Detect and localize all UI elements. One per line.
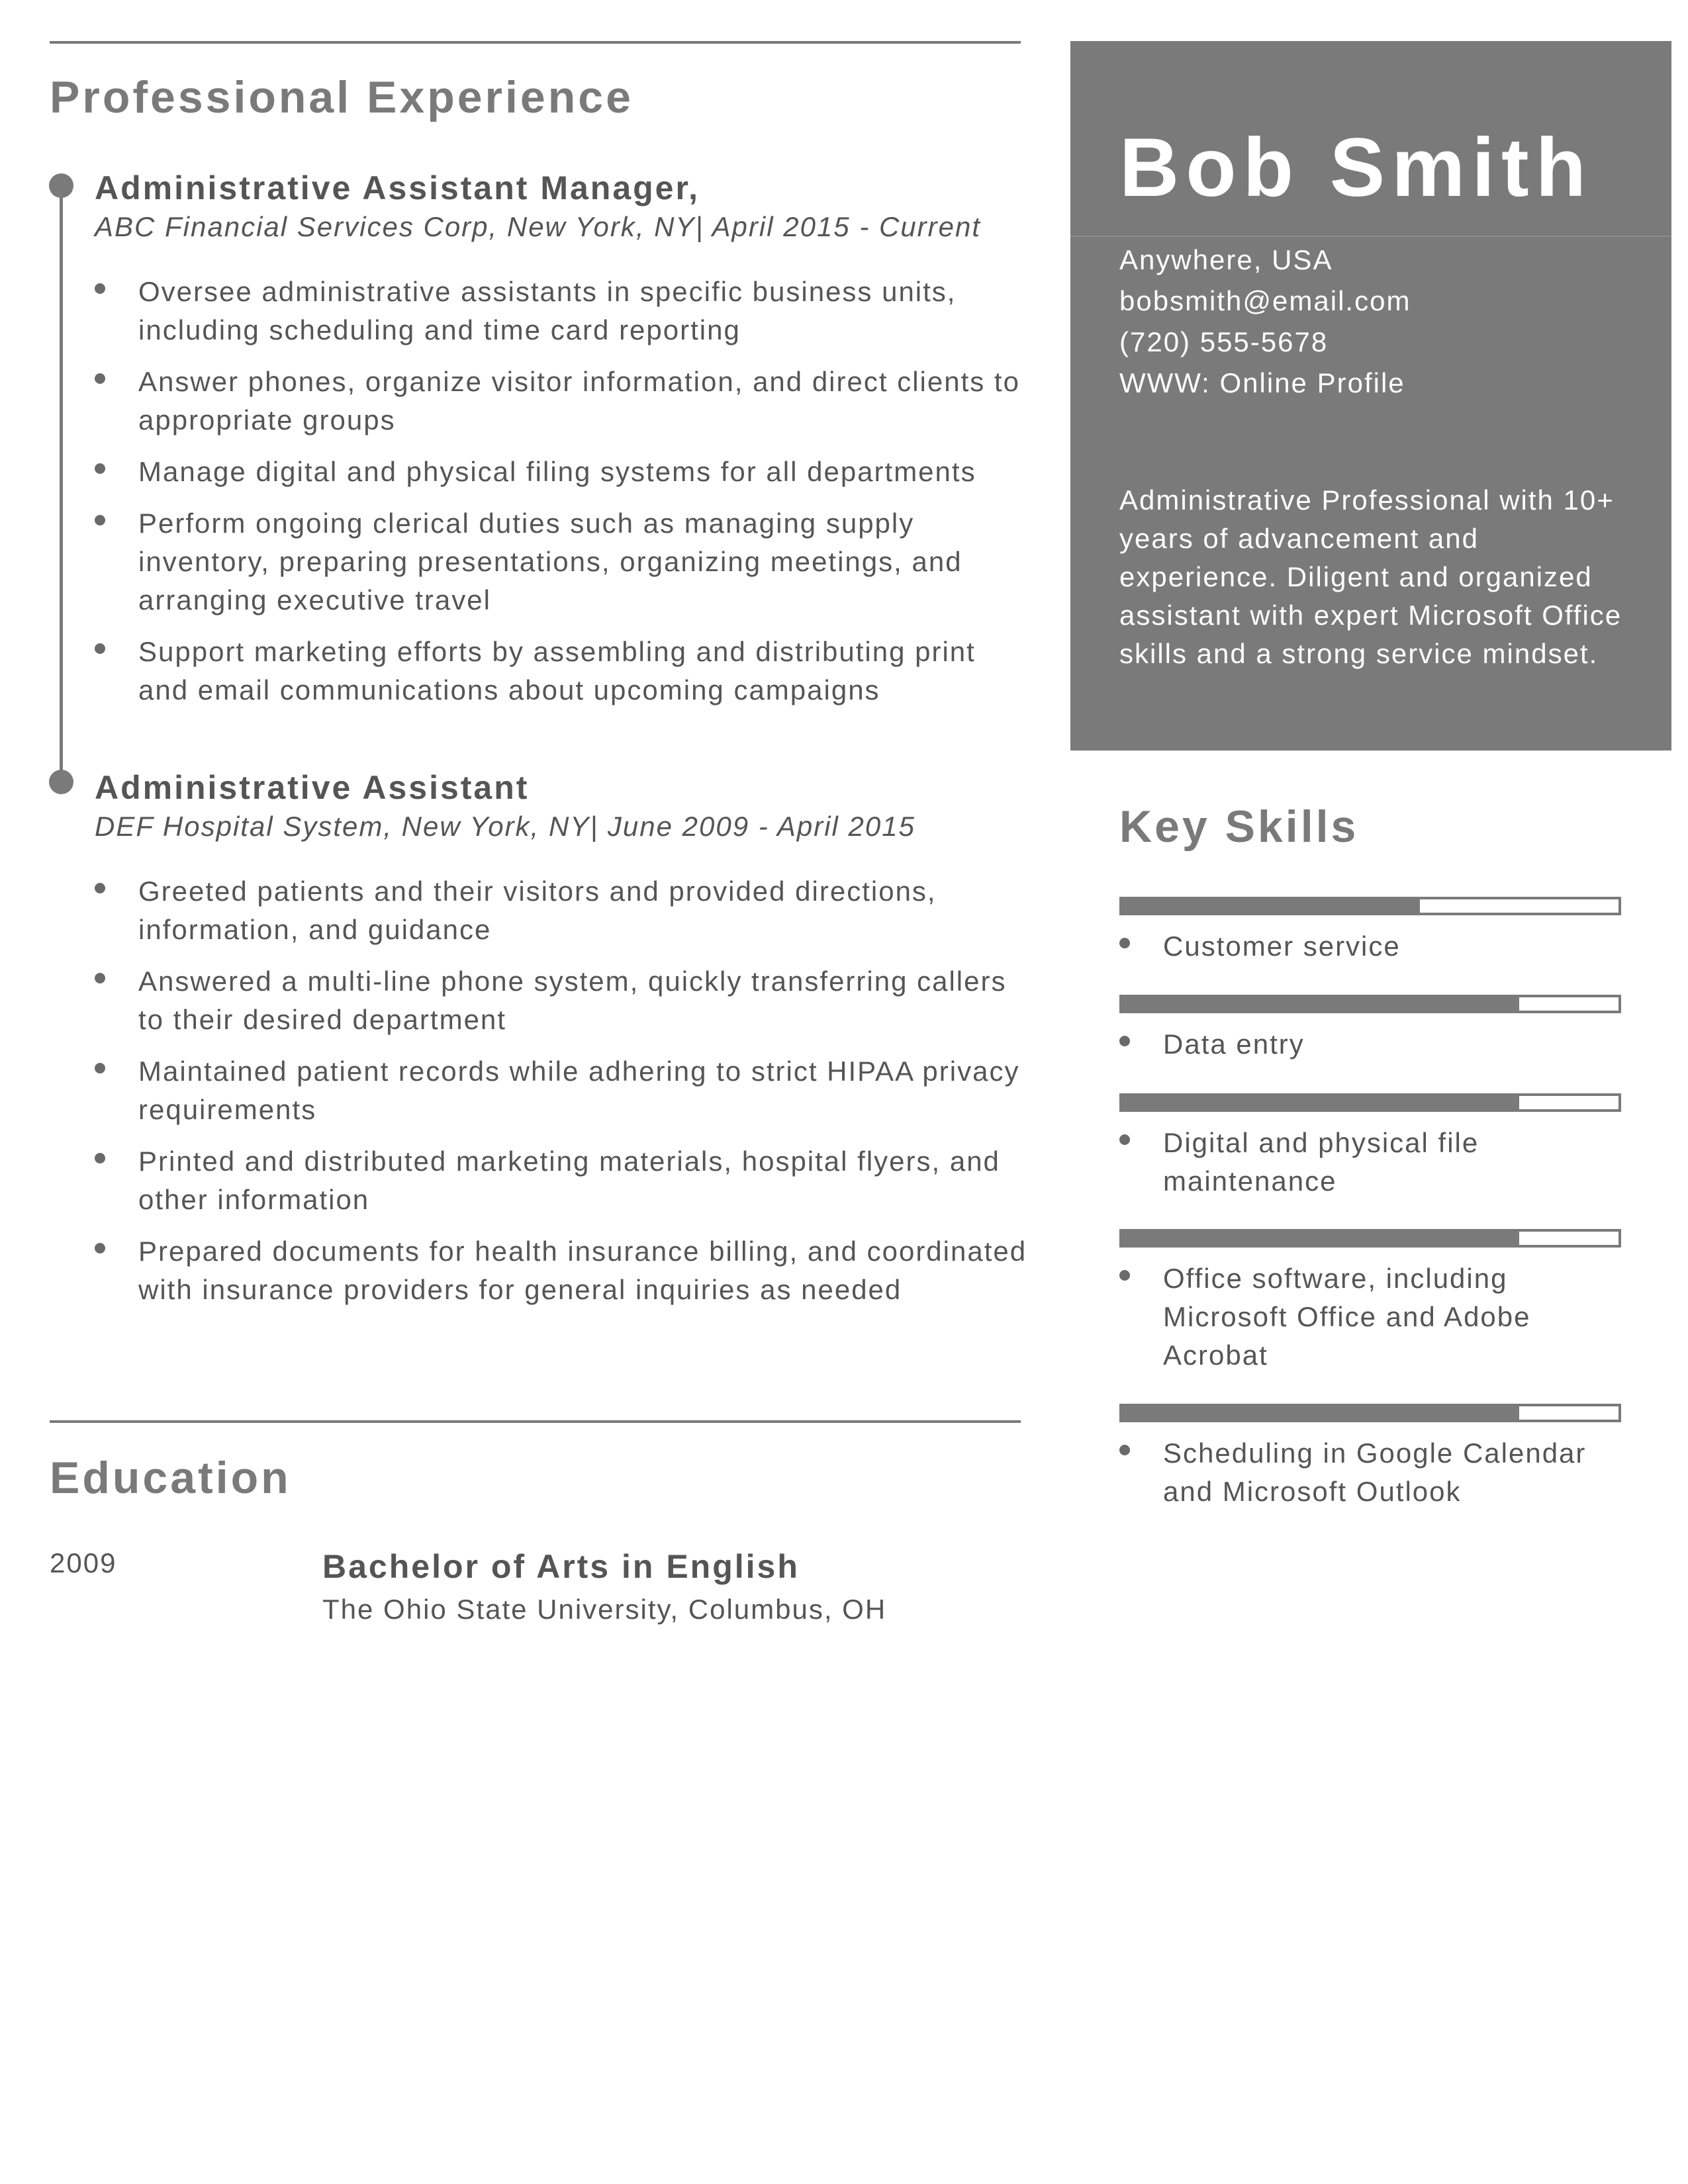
profile-header — [1070, 41, 1671, 751]
profile-summary: Administrative Professional with 10+ years of advancement and experience. Diligent and organized assistant with expert Microsoft Office skills and a strong service mindset. — [1119, 484, 1622, 669]
education-heading: Education — [50, 1453, 291, 1503]
experience-top-rule — [50, 41, 1021, 44]
timeline-dot — [49, 770, 73, 794]
timeline-line — [60, 182, 63, 784]
skill-item — [1119, 995, 1621, 1064]
job-entry — [95, 168, 1028, 723]
skill-item — [1119, 1404, 1621, 1511]
timeline-dot — [49, 173, 73, 198]
list-item: Maintained patient records while adhering to strict HIPAA privacy requirements — [95, 1052, 1028, 1129]
bullet-icon — [1119, 1134, 1130, 1145]
bullet-icon — [1119, 938, 1130, 948]
list-item: Answered a multi-line phone system, quickly transferring callers to their desired department — [95, 962, 1028, 1039]
education-top-rule — [50, 1420, 1021, 1423]
job-duties-list — [95, 273, 1028, 709]
bullet-icon — [95, 515, 105, 525]
candidate-name: Bob Smith — [1119, 122, 1593, 214]
skill-item — [1119, 1229, 1621, 1375]
contact-email: bobsmith@email.com — [1119, 285, 1411, 316]
education-year: 2009 — [50, 1547, 117, 1578]
job-title: Administrative Assistant Manager, — [95, 169, 700, 206]
skill-level-fill — [1122, 997, 1519, 1011]
education-degree: Bachelor of Arts in English — [322, 1548, 800, 1585]
list-item: Prepared documents for health insurance billing, and coordinated with insurance providers for general inquiries as needed — [95, 1232, 1028, 1309]
list-item: Perform ongoing clerical duties such as managing supply inventory, preparing presentations, organizing meetings, and arranging executive travel — [95, 504, 1028, 619]
skill-label: Data entry — [1119, 1025, 1613, 1064]
bullet-icon — [1119, 1036, 1130, 1046]
skill-label: Digital and physical file maintenance — [1119, 1124, 1613, 1201]
skill-label: Office software, including Microsoft Office and Adobe Acrobat — [1119, 1259, 1613, 1375]
skill-level-fill — [1122, 1406, 1519, 1420]
skill-level-bar — [1119, 1229, 1621, 1248]
bullet-icon — [1119, 1270, 1130, 1281]
skill-item — [1119, 1093, 1621, 1201]
header-divider — [1070, 236, 1671, 237]
bullet-icon — [1119, 1445, 1130, 1455]
job-company-dates: ABC Financial Services Corp, New York, NY| April 2015 - Current — [95, 211, 982, 242]
bullet-icon — [95, 373, 105, 384]
skill-level-bar — [1119, 995, 1621, 1013]
bullet-icon — [95, 1243, 105, 1253]
job-entry — [95, 768, 1028, 1322]
bullet-icon — [95, 1153, 105, 1163]
contact-website: WWW: Online Profile — [1119, 367, 1405, 398]
list-item: Greeted patients and their visitors and provided directions, information, and guidance — [95, 872, 1028, 949]
list-item: Manage digital and physical filing systems for all departments — [95, 453, 1028, 491]
list-item: Oversee administrative assistants in specific business units, including scheduling and time card reporting — [95, 273, 1028, 349]
bullet-icon — [95, 883, 105, 893]
skill-label: Customer service — [1119, 927, 1613, 966]
skill-level-bar — [1119, 897, 1621, 915]
bullet-icon — [95, 463, 105, 474]
skill-level-fill — [1122, 1232, 1519, 1245]
list-item: Answer phones, organize visitor information, and direct clients to appropriate groups — [95, 363, 1028, 439]
job-company-dates: DEF Hospital System, New York, NY| June 2009 - April 2015 — [95, 811, 915, 842]
job-title: Administrative Assistant — [95, 769, 530, 806]
skill-level-bar — [1119, 1404, 1621, 1422]
contact-location: Anywhere, USA — [1119, 244, 1333, 275]
bullet-icon — [95, 283, 105, 294]
skill-level-fill — [1122, 1096, 1519, 1109]
bullet-icon — [95, 1063, 105, 1073]
list-item: Printed and distributed marketing materials, hospital flyers, and other information — [95, 1142, 1028, 1219]
contact-phone: (720) 555-5678 — [1119, 326, 1329, 357]
job-duties-list — [95, 872, 1028, 1309]
skill-label: Scheduling in Google Calendar and Microsoft Outlook — [1119, 1434, 1613, 1511]
skills-heading: Key Skills — [1119, 801, 1359, 852]
bullet-icon — [95, 643, 105, 654]
list-item: Support marketing efforts by assembling and distributing print and email communications about upcoming campaigns — [95, 633, 1028, 709]
bullet-icon — [95, 973, 105, 983]
skill-item — [1119, 897, 1621, 966]
experience-heading: Professional Experience — [50, 72, 633, 122]
skill-level-fill — [1122, 899, 1420, 913]
contact-info — [1119, 240, 1411, 404]
education-school: The Ohio State University, Columbus, OH — [322, 1594, 887, 1625]
skill-level-bar — [1119, 1093, 1621, 1112]
